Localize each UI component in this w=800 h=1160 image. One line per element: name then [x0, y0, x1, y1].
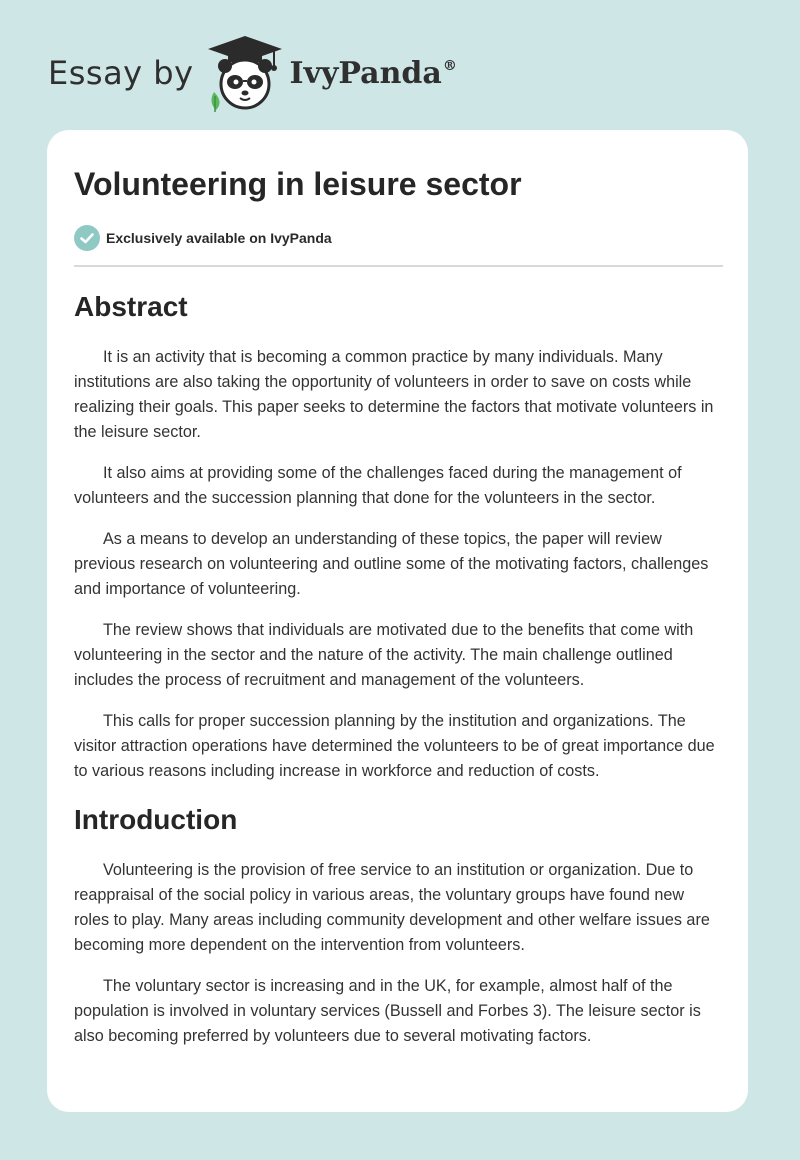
exclusive-badge-label: Exclusively available on IvyPanda [106, 230, 332, 246]
site-header [48, 28, 457, 118]
check-circle-icon [74, 225, 100, 251]
section-heading-introduction: Introduction [74, 804, 238, 835]
paragraph: The voluntary sector is increasing and in the UK, for example, almost half of the population is involved in voluntary services (Bussell and Forbes 3). The leisure sector is also becoming preferred by volunteers due to several motivating factors. [74, 977, 701, 1045]
registered-mark: ® [442, 57, 457, 74]
paragraph: This calls for proper succession planning by the institution and organizations. The visitor attraction operations have determined the volunteers to be of great importance due to various reasons including increase in workforce and reduction of costs. [74, 712, 715, 780]
panda-logo-icon[interactable] [204, 32, 286, 114]
paragraph: It is an activity that is becoming a common practice by many individuals. Many institutions are also taking the opportunity of volunteers in order to save on costs while realizing their goals. This paper seeks to determine the factors that motivate volunteers in the leisure sector. [74, 348, 714, 441]
paragraph: The review shows that individuals are motivated due to the benefits that come with volunteering in the sector and the nature of the activity. The main challenge outlined includes the process of recruitment and management of the volunteers. [74, 621, 694, 689]
paragraph: It also aims at providing some of the challenges faced during the management of volunteers and the succession planning that done for the volunteers in the sector. [74, 464, 682, 507]
section-heading-abstract: Abstract [74, 291, 188, 322]
essay-card [47, 130, 748, 1112]
exclusive-badge [74, 224, 722, 252]
brand-name[interactable] [290, 56, 457, 91]
paragraph: Volunteering is the provision of free service to an institution or organization. Due to reappraisal of the social policy in various areas, the voluntary groups have found new roles to play. Many areas including community development and other welfare issues are becoming more dependent on the intervention from volunteers. [74, 861, 710, 954]
title-divider [74, 265, 723, 267]
brand-label: IvyPanda [289, 55, 442, 91]
essay-title: Volunteering in leisure sector [74, 166, 522, 202]
essay-by-label: Essay by [48, 54, 194, 92]
paragraph: As a means to develop an understanding of these topics, the paper will review previous research on volunteering and outline some of the motivating factors, challenges and importance of volunteering. [74, 530, 709, 598]
